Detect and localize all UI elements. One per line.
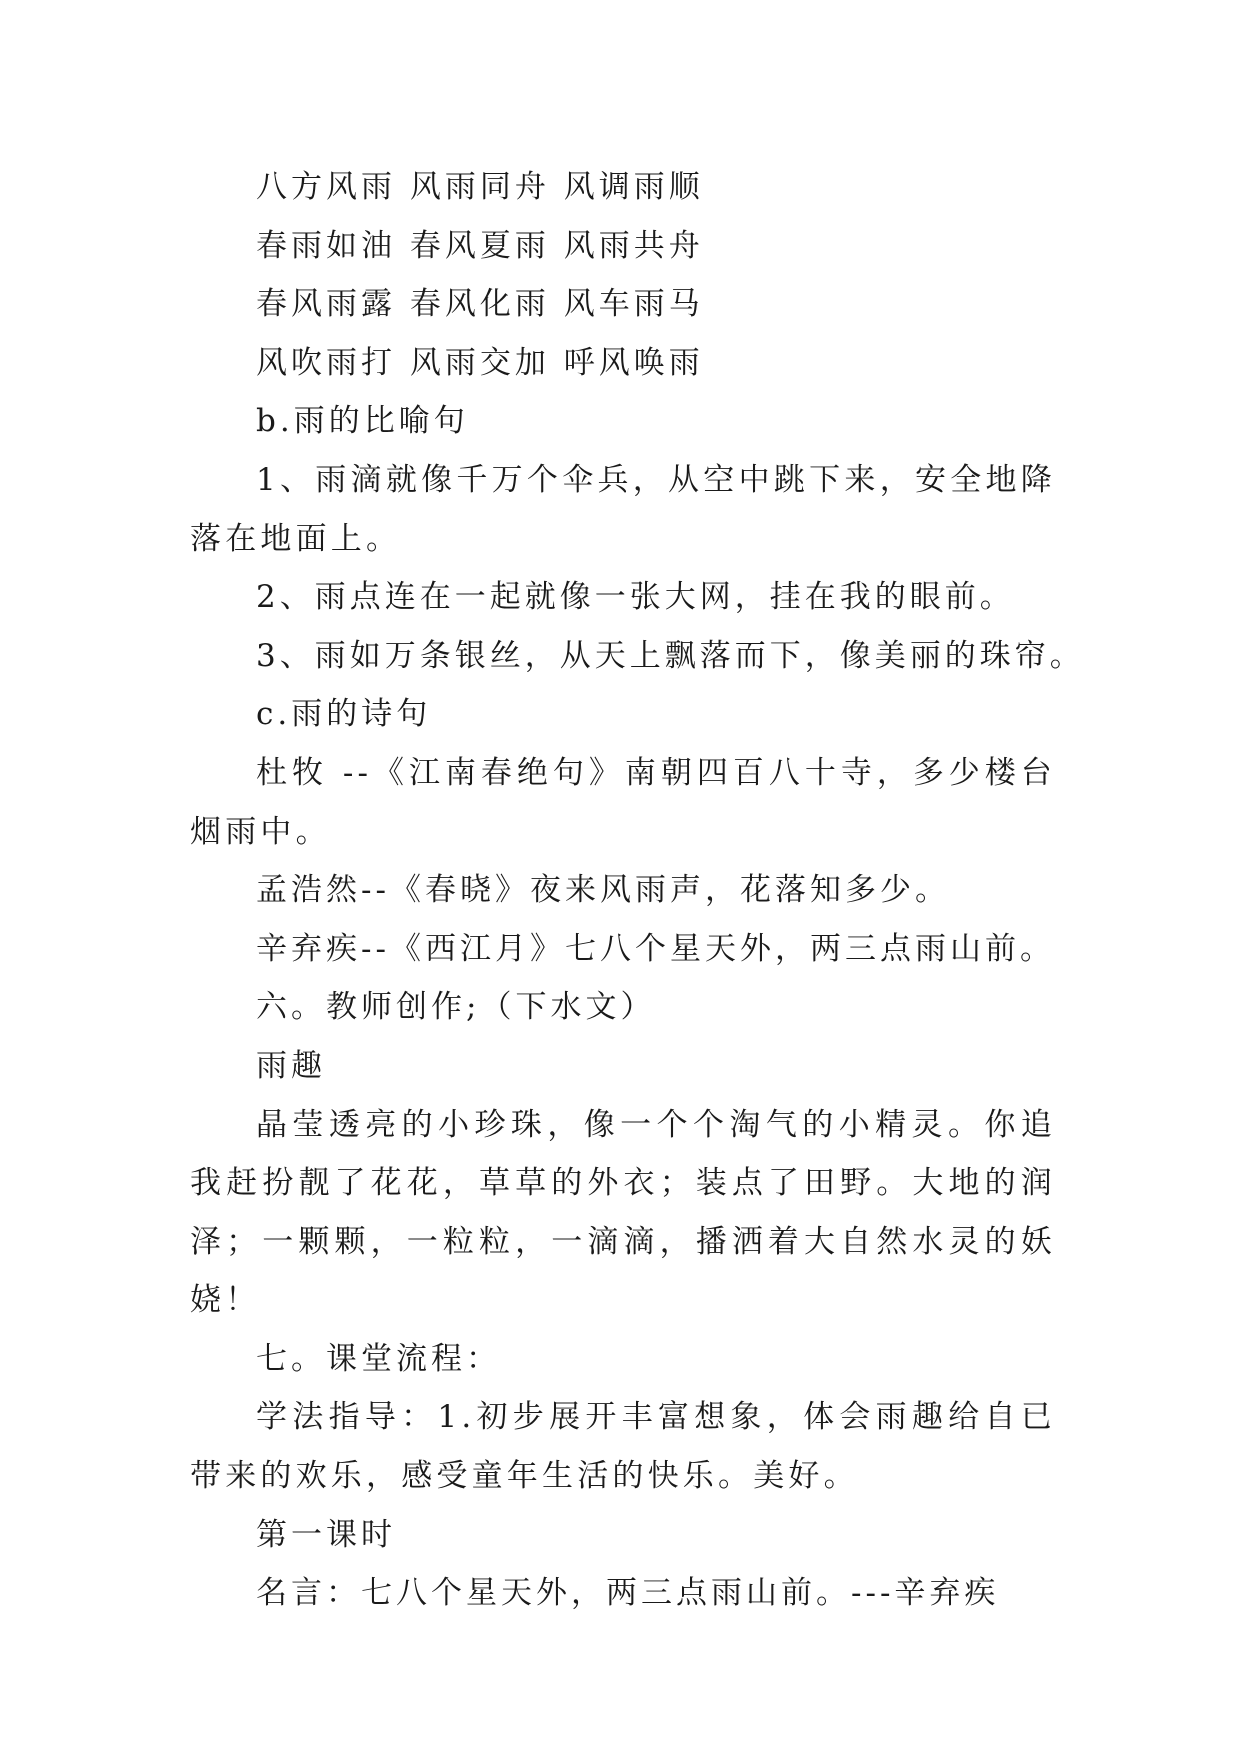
essay-title: 雨趣 bbox=[256, 1047, 326, 1084]
poem-line-xin-qiji: 辛弃疾--《西江月》七八个星天外，两三点雨山前。 bbox=[256, 930, 1055, 967]
metaphor-sentence-1: 1、雨滴就像千万个伞兵，从空中跳下来，安全地降落在地面上。 bbox=[190, 461, 1056, 557]
idiom-line-4: 风吹雨打 风雨交加 呼风唤雨 bbox=[256, 344, 704, 381]
poem-line-meng-haoran: 孟浩然--《春晓》夜来风雨声，花落知多少。 bbox=[256, 872, 950, 909]
section-heading-poems: c.雨的诗句 bbox=[256, 696, 432, 733]
study-guidance-paragraph: 学法指导：1.初步展开丰富想象，体会雨趣给自已带来的欢乐，感受童年生活的快乐。美好。 bbox=[190, 1399, 1056, 1495]
idiom-line-1: 八方风雨 风雨同舟 风调雨顺 bbox=[256, 169, 704, 205]
famous-quote: 名言：七八个星天外，两三点雨山前。---辛弃疾 bbox=[256, 1575, 1000, 1612]
idiom-line-3: 春风雨露 春风化雨 风车雨马 bbox=[256, 286, 704, 323]
poem-line-du-mu: 杜牧 --《江南春绝句》南朝四百八十寺，多少楼台烟雨中。 bbox=[190, 754, 1056, 850]
document-body bbox=[190, 158, 1085, 1623]
lesson-first-period: 第一课时 bbox=[256, 1516, 396, 1553]
section-heading-teacher-writing: 六。教师创作;（下水文） bbox=[256, 989, 656, 1026]
section-heading-metaphors: b.雨的比喻句 bbox=[256, 403, 469, 440]
essay-paragraph: 晶莹透亮的小珍珠，像一个个淘气的小精灵。你追我赶扮靓了花花，草草的外衣；装点了田野。大地的润泽；一颗颗，一粒粒，一滴滴，播洒着大自然水灵的妖娆！ bbox=[190, 1106, 1056, 1319]
metaphor-sentence-2: 2、雨点连在一起就像一张大网，挂在我的眼前。 bbox=[256, 579, 1015, 616]
metaphor-sentence-3: 3、雨如万条银丝，从天上飘落而下，像美丽的珠帘。 bbox=[256, 637, 1085, 674]
section-heading-class-process: 七。课堂流程： bbox=[256, 1340, 501, 1377]
idiom-line-2: 春雨如油 春风夏雨 风雨共舟 bbox=[256, 227, 704, 264]
